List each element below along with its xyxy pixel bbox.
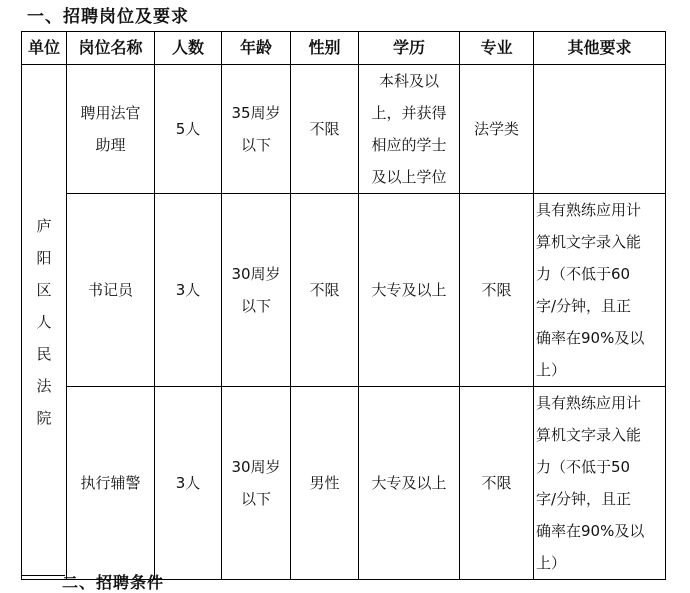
- unit-name: 庐 阳 区 人 民 法 院: [36, 217, 52, 427]
- next-section-title: 二、招聘条件: [62, 573, 165, 592]
- table-header-row: [22, 32, 666, 65]
- age-cell: 35周岁 以下: [222, 65, 291, 194]
- gender-cell: 男性: [291, 387, 359, 580]
- header-other: 其他要求: [534, 32, 666, 65]
- major-cell: 不限: [460, 194, 534, 387]
- education-cell: 大专及以上: [359, 194, 460, 387]
- position-cell: 聘用法官 助理: [67, 65, 155, 194]
- count-cell: 3人: [155, 387, 222, 580]
- header-count: 人数: [155, 32, 222, 65]
- table-row: [22, 65, 666, 194]
- table-row: [22, 387, 666, 580]
- header-unit: 单位: [22, 32, 67, 65]
- age-cell: 30周岁 以下: [222, 194, 291, 387]
- unit-cell: [22, 65, 67, 580]
- other-cell: 具有熟练应用计 算机文字录入能 力（不低于60 字/分钟，且正 确率在90%及以 上）: [534, 194, 666, 387]
- header-education: 学历: [359, 32, 460, 65]
- section-title: 一、招聘岗位及要求: [27, 7, 189, 27]
- other-cell: [534, 65, 666, 194]
- other-cell: 具有熟练应用计 算机文字录入能 力（不低于50 字/分钟，且正 确率在90%及以 上）: [534, 387, 666, 580]
- count-cell: 5人: [155, 65, 222, 194]
- education-cell: 本科及以 上，并获得 相应的学士 及以上学位: [359, 65, 460, 194]
- education-cell: 大专及以上: [359, 387, 460, 580]
- header-age: 年龄: [222, 32, 291, 65]
- count-cell: 3人: [155, 194, 222, 387]
- major-cell: 法学类: [460, 65, 534, 194]
- gender-cell: 不限: [291, 194, 359, 387]
- gender-cell: 不限: [291, 65, 359, 194]
- header-position: 岗位名称: [67, 32, 155, 65]
- table-row: [22, 194, 666, 387]
- age-cell: 30周岁 以下: [222, 387, 291, 580]
- position-cell: 执行辅警: [67, 387, 155, 580]
- major-cell: 不限: [460, 387, 534, 580]
- requirements-table: [21, 31, 666, 580]
- position-cell: 书记员: [67, 194, 155, 387]
- header-major: 专业: [460, 32, 534, 65]
- header-gender: 性别: [291, 32, 359, 65]
- divider: [21, 575, 65, 576]
